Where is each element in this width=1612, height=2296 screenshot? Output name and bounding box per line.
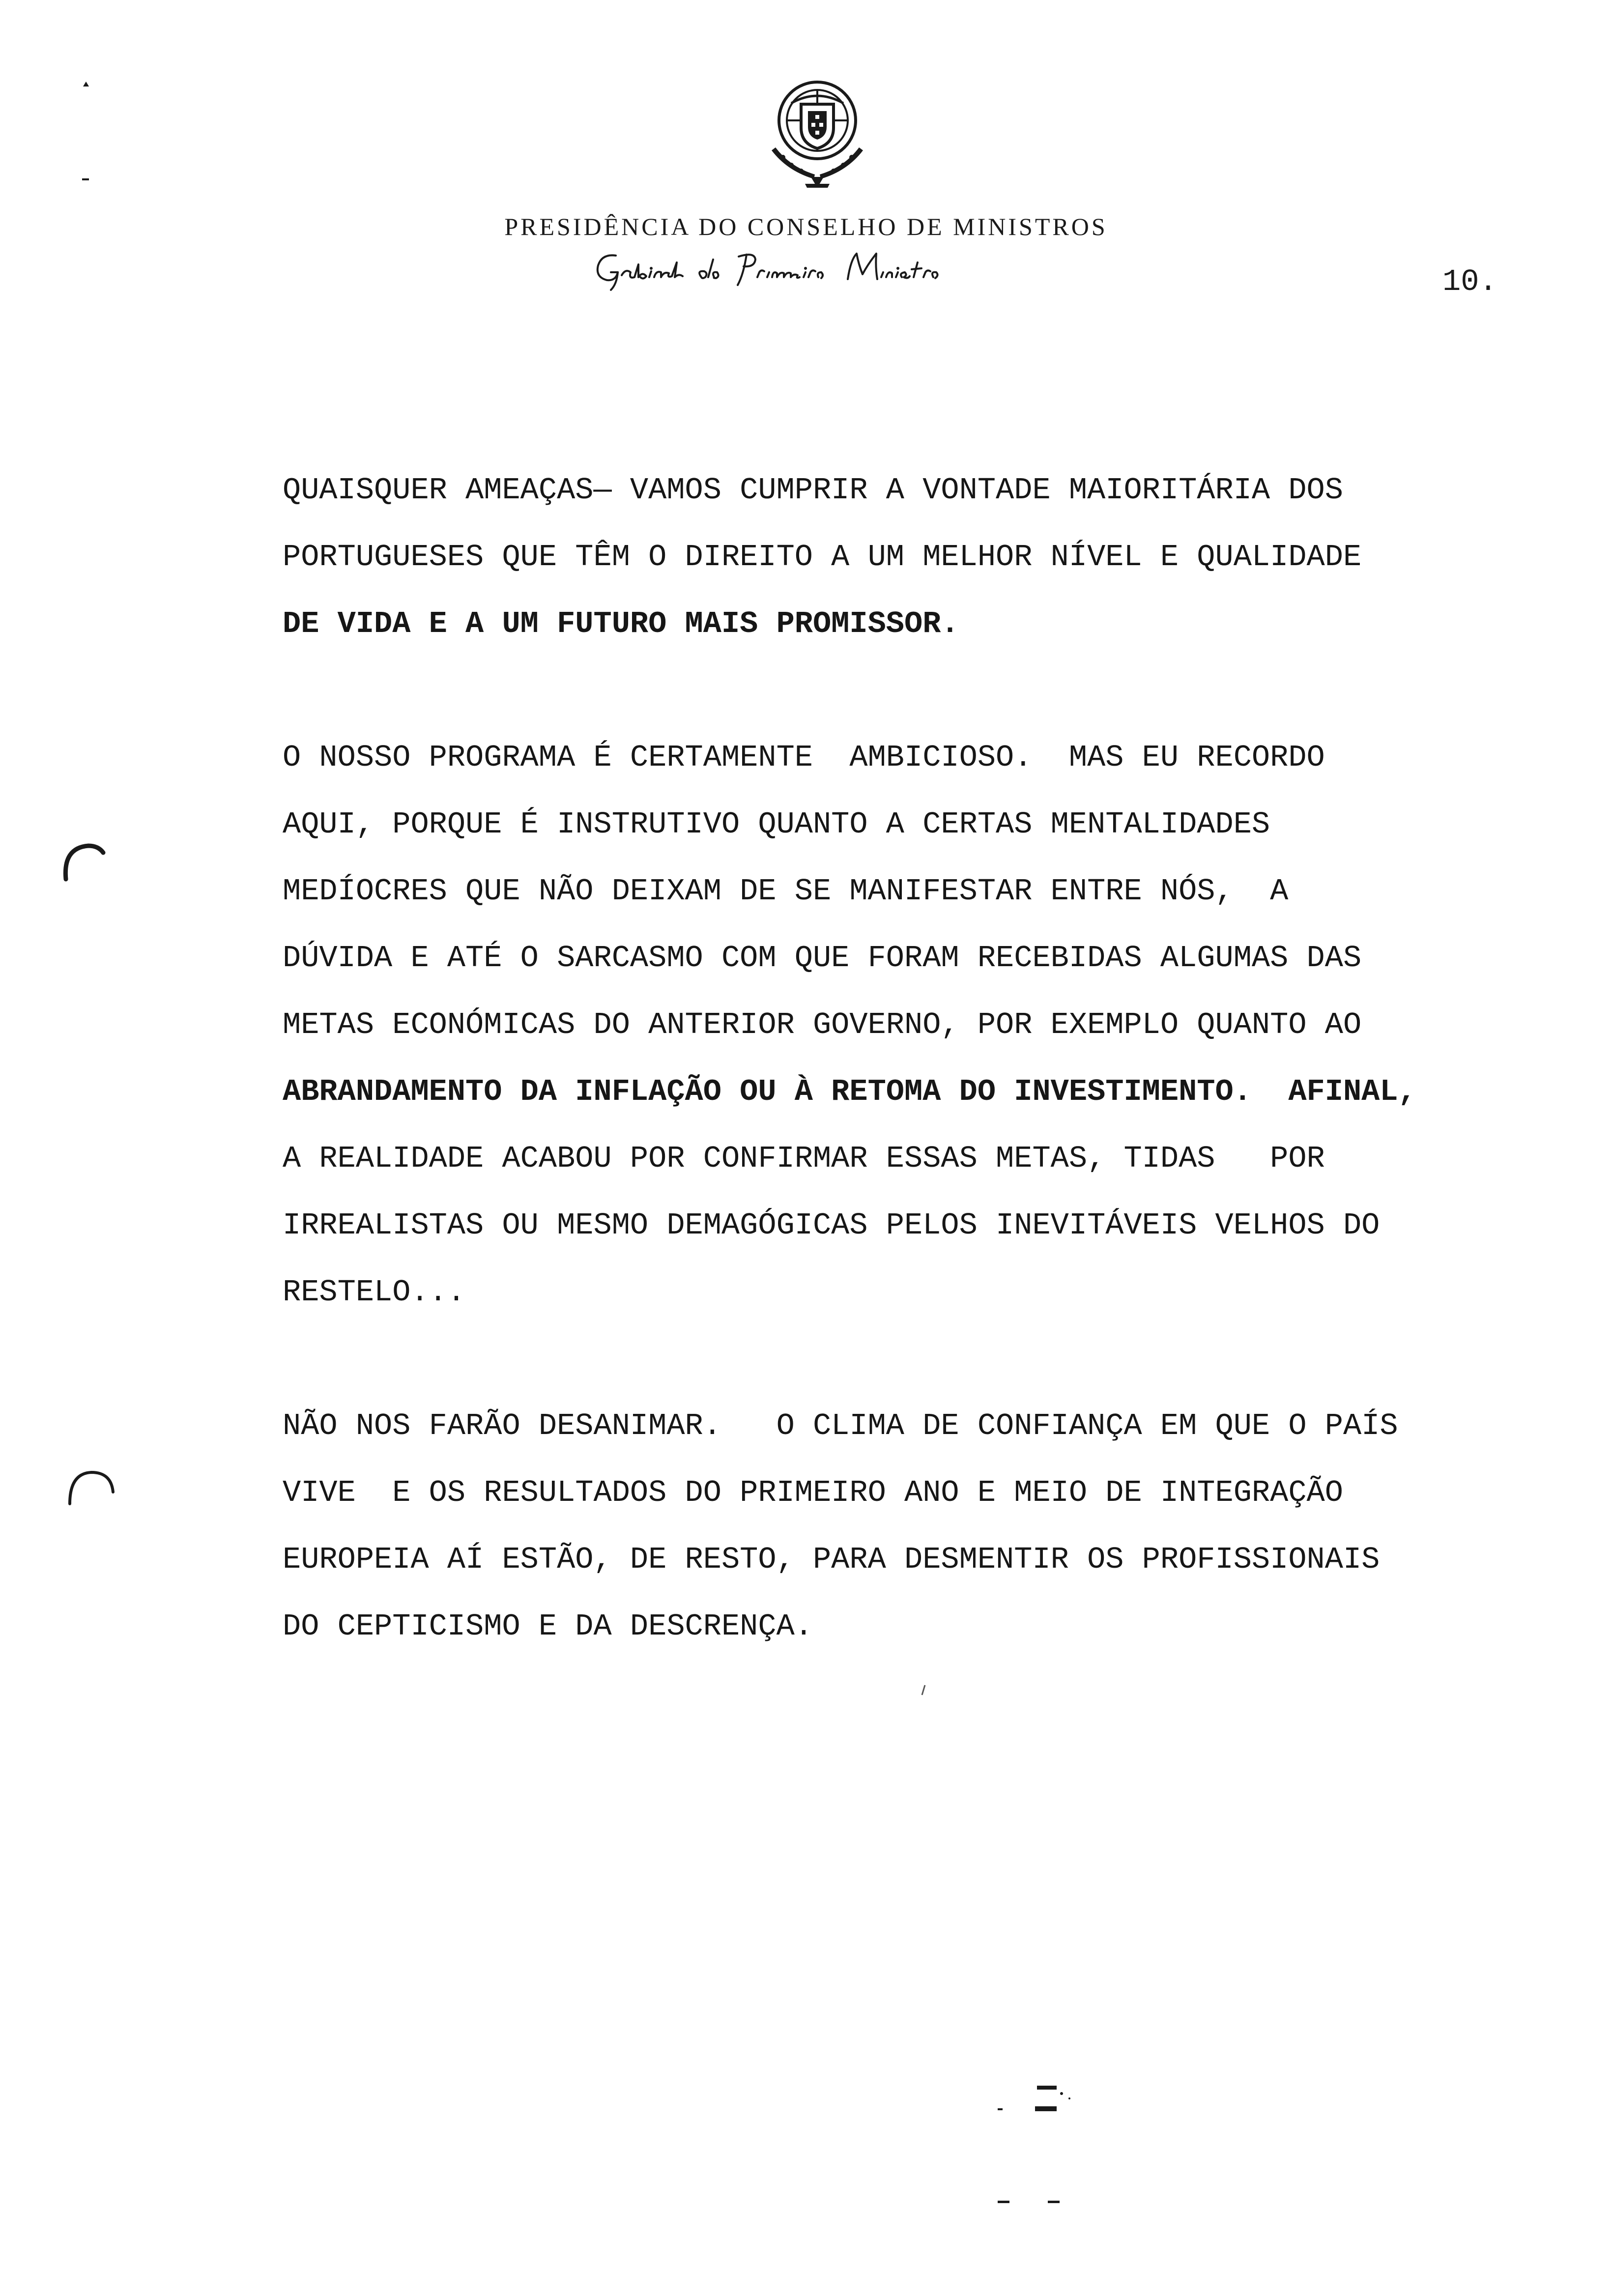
text-line: MEDÍOCRES QUE NÃO DEIXAM DE SE MANIFESTAR ENTRE NÓS, A (283, 874, 1289, 909)
text-line: VIVE E OS RESULTADOS DO PRIMEIRO ANO E MEIO DE INTEGRAÇÃO (283, 1475, 1343, 1510)
scan-speck (81, 177, 91, 182)
text-line: NÃO NOS FARÃO DESANIMAR. O CLIMA DE CONFIANÇA EM QUE O PAÍS (283, 1408, 1398, 1443)
text-line: RESTELO... (283, 1275, 466, 1310)
text-line: QUAISQUER AMEAÇAS— VAMOS CUMPRIR A VONTADE MAIORITÁRIA DOS (283, 473, 1343, 508)
paragraph-spacer (283, 1326, 1541, 1393)
text-line: METAS ECONÓMICAS DO ANTERIOR GOVERNO, POR EXEMPLO QUANTO AO (283, 1007, 1362, 1042)
text-line: AQUI, PORQUE É INSTRUTIVO QUANTO A CERTAS MENTALIDADES (283, 807, 1270, 842)
page-number: 10. (1442, 264, 1497, 299)
text-line: DE VIDA E A UM FUTURO MAIS PROMISSOR. (283, 606, 959, 641)
text-line: A REALIDADE ACABOU POR CONFIRMAR ESSAS METAS, TIDAS POR (283, 1141, 1325, 1176)
text-line: ABRANDAMENTO DA INFLAÇÃO OU À RETOMA DO INVESTIMENTO. AFINAL, (283, 1074, 1416, 1109)
scan-speck (919, 1683, 929, 1698)
text-line: DO CEPTICISMO E DA DESCRENÇA. (283, 1609, 813, 1644)
scan-speck (993, 2197, 1071, 2207)
scan-speck (988, 2079, 1086, 2138)
scan-speck (81, 79, 91, 88)
coat-of-arms-icon (756, 74, 879, 197)
document-body (283, 457, 1541, 1660)
text-line: IRREALISTAS OU MESMO DEMAGÓGICAS PELOS INEVITÁVEIS VELHOS DO (283, 1208, 1380, 1243)
handwritten-office-name (587, 245, 995, 299)
paragraph-1 (283, 457, 1541, 658)
text-line: DÚVIDA E ATÉ O SARCASMO COM QUE FORAM RECEBIDAS ALGUMAS DAS (283, 941, 1362, 976)
punch-hole-mark (64, 1464, 118, 1509)
text-line: O NOSSO PROGRAMA É CERTAMENTE AMBICIOSO. MAS EU RECORDO (283, 740, 1325, 775)
paragraph-3 (283, 1393, 1541, 1660)
text-line: PORTUGUESES QUE TÊM O DIREITO A UM MELHOR NÍVEL E QUALIDADE (283, 540, 1362, 574)
punch-hole-mark (59, 838, 108, 882)
text-line: EUROPEIA AÍ ESTÃO, DE RESTO, PARA DESMENTIR OS PROFISSIONAIS (283, 1542, 1380, 1577)
institution-name: PRESIDÊNCIA DO CONSELHO DE MINISTROS (504, 213, 1108, 240)
paragraph-2 (283, 724, 1541, 1326)
paragraph-spacer (283, 658, 1541, 724)
